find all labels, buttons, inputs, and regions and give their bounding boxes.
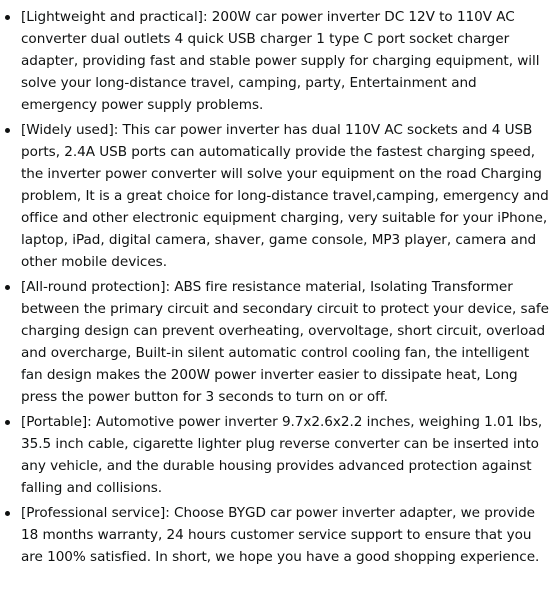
feature-bullet-portable bbox=[0, 411, 550, 499]
feature-bullet-lightweight bbox=[0, 6, 550, 116]
feature-bullet-text: [Portable]: Automotive power inverter 9.7x2.6x2.2 inches, weighing 1.01 lbs, 35.5 inch cable, cigarette lighter plug reverse converter can be inserted into any vehicle, and the durable housing provides advanced protection against falling and collisions. bbox=[21, 414, 543, 496]
feature-bullet-text: [All-round protection]: ABS fire resistance material, Isolating Transformer between the primary circuit and secondary circuit to protect your device, safe charging design can prevent overheating, overvoltage, short circuit, overload and overcharge, Built-in silent automatic control cooling fan, the intelligent fan design makes the 200W power inverter easier to dissipate heat, Long press the power button for 3 seconds to turn on or off. bbox=[21, 279, 549, 405]
bullet-dot-icon bbox=[5, 511, 10, 516]
feature-bullet-text: [Professional service]: Choose BYGD car power inverter adapter, we provide 18 months warranty, 24 hours customer service support to ensure that you are 100% satisfied. In short, we hope you have a good shopping experience. bbox=[21, 505, 540, 565]
feature-bullet-service bbox=[0, 502, 550, 568]
bullet-dot-icon bbox=[5, 15, 10, 20]
feature-bullet-text: [Lightweight and practical]: 200W car power inverter DC 12V to 110V AC converter dual outlets 4 quick USB charger 1 type C port socket charger adapter, providing fast and stable power supply for charging equipment, will solve your long-distance travel, camping, party, Entertainment and emergency power supply problems. bbox=[21, 9, 540, 113]
feature-bullet-widely-used bbox=[0, 119, 550, 273]
feature-bullet-protection bbox=[0, 276, 550, 408]
bullet-dot-icon bbox=[5, 128, 10, 133]
bullet-dot-icon bbox=[5, 285, 10, 290]
feature-bullet-text: [Widely used]: This car power inverter has dual 110V AC sockets and 4 USB ports, 2.4A USB ports can automatically provide the fastest charging speed, the inverter power converter will solve your equipment on the road Charging problem, It is a great choice for long-distance travel,camping, emergency and office and other electronic equipment charging, very suitable for your iPhone, laptop, iPad, digital camera, shaver, game console, MP3 player, camera and other mobile devices. bbox=[21, 122, 549, 270]
bullet-dot-icon bbox=[5, 420, 10, 425]
